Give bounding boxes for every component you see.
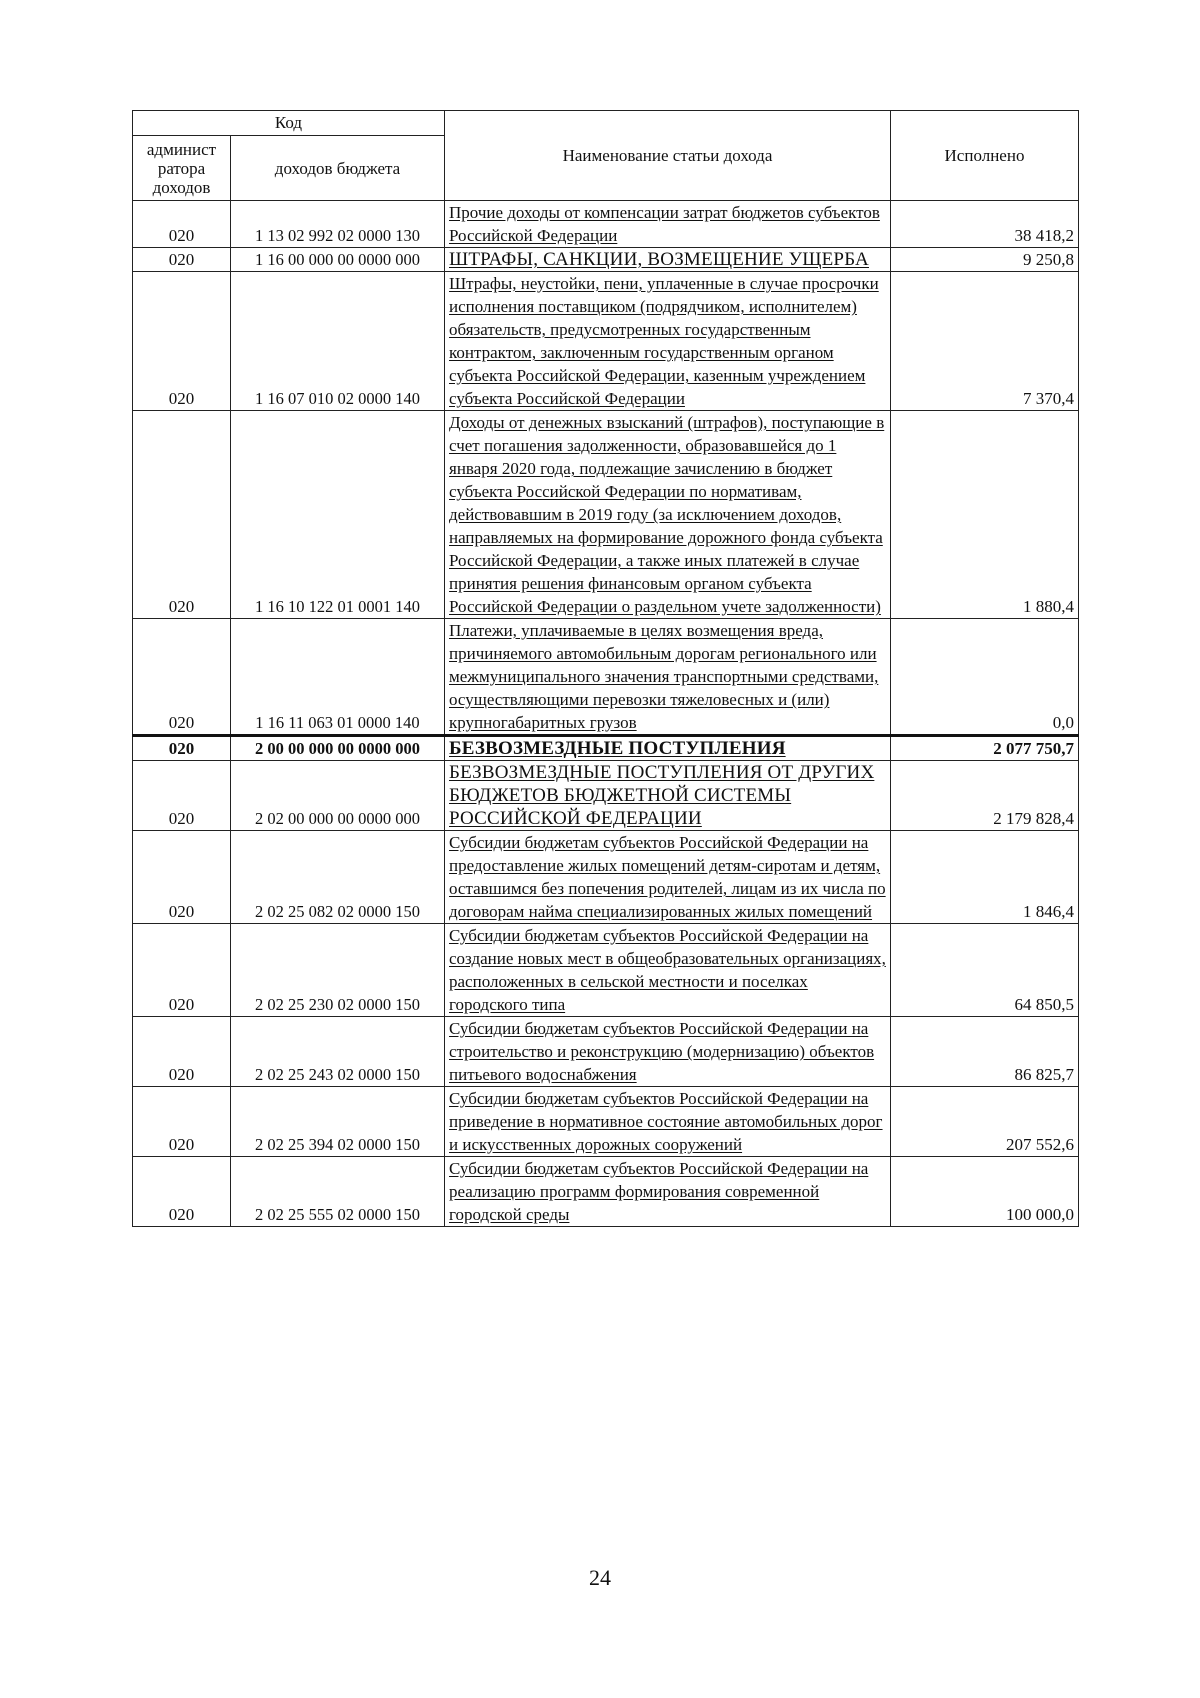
row-code: 2 02 00 000 00 0000 000 <box>231 761 445 831</box>
row-code: 2 02 25 243 02 0000 150 <box>231 1017 445 1087</box>
row-amount: 86 825,7 <box>891 1017 1079 1087</box>
row-name <box>445 1017 891 1087</box>
row-admin: 020 <box>133 411 231 619</box>
header-code-group: Код <box>133 111 445 136</box>
table-header <box>133 111 1079 201</box>
row-name <box>445 1087 891 1157</box>
row-name-text: Штрафы, неустойки, пени, уплаченные в случае просрочки исполнения поставщиком (подрядчиком, исполнителем) обязательств, предусмотренных государственным контрактом, заключенным государственным органом субъекта Российской Федерации, казенным учреждением субъекта Российской Федерации <box>449 274 879 408</box>
row-amount: 38 418,2 <box>891 201 1079 248</box>
table-row <box>133 1017 1079 1087</box>
row-name-text: Субсидии бюджетам субъектов Российской Федерации на строительство и реконструкцию (модернизацию) объектов питьевого водоснабжения <box>449 1019 875 1084</box>
row-name-text: ШТРАФЫ, САНКЦИИ, ВОЗМЕЩЕНИЕ УЩЕРБА <box>449 249 869 270</box>
row-name-text: Субсидии бюджетам субъектов Российской Федерации на предоставление жилых помещений детям-сиротам и детям, оставшимся без попечения родителей, лицам из их числа по договорам найма специализированных жилых помещений <box>449 833 886 921</box>
row-name <box>445 1157 891 1227</box>
row-amount: 64 850,5 <box>891 924 1079 1017</box>
row-name-text: Субсидии бюджетам субъектов Российской Федерации на создание новых мест в общеобразовательных организациях, расположенных в сельской местности и поселках городского типа <box>449 926 886 1014</box>
row-amount: 0,0 <box>891 619 1079 736</box>
row-admin: 020 <box>133 831 231 924</box>
row-amount: 9 250,8 <box>891 248 1079 272</box>
row-admin: 020 <box>133 736 231 761</box>
header-name: Наименование статьи дохода <box>445 111 891 201</box>
row-code: 2 02 25 082 02 0000 150 <box>231 831 445 924</box>
row-code: 2 00 00 000 00 0000 000 <box>231 736 445 761</box>
row-amount: 1 846,4 <box>891 831 1079 924</box>
row-name-text: Субсидии бюджетам субъектов Российской Федерации на приведение в нормативное состояние автомобильных дорог и искусственных дорожных сооружений <box>449 1089 883 1154</box>
row-admin: 020 <box>133 1017 231 1087</box>
table-row <box>133 619 1079 736</box>
table-row-total <box>133 736 1079 761</box>
row-amount: 7 370,4 <box>891 272 1079 411</box>
row-code: 1 16 07 010 02 0000 140 <box>231 272 445 411</box>
row-admin: 020 <box>133 1157 231 1227</box>
row-admin: 020 <box>133 761 231 831</box>
header-code: доходов бюджета <box>231 136 445 201</box>
row-code: 1 13 02 992 02 0000 130 <box>231 201 445 248</box>
row-name <box>445 272 891 411</box>
table-row <box>133 831 1079 924</box>
page-number: 24 <box>589 1565 611 1590</box>
row-name <box>445 736 891 761</box>
row-code: 1 16 00 000 00 0000 000 <box>231 248 445 272</box>
row-code: 2 02 25 394 02 0000 150 <box>231 1087 445 1157</box>
header-admin: админист ратора доходов <box>133 136 231 201</box>
table-row <box>133 201 1079 248</box>
table-row <box>133 761 1079 831</box>
row-name-text: Доходы от денежных взысканий (штрафов), поступающие в счет погашения задолженности, образовавшейся до 1 января 2020 года, подлежащие зачислению в бюджет субъекта Российской Федерации по нормативам, действовавшим в 2019 году (за исключением доходов, направляемых на формирование дорожного фонда субъекта Российской Федерации, а также иных платежей в случае принятия решения финансовым органом субъекта Российской Федерации о раздельном учете задолженности) <box>449 413 885 616</box>
row-amount: 2 179 828,4 <box>891 761 1079 831</box>
row-admin: 020 <box>133 248 231 272</box>
row-amount: 1 880,4 <box>891 411 1079 619</box>
table-row <box>133 1087 1079 1157</box>
income-table <box>132 110 1079 1227</box>
row-name-text: БЕЗВОЗМЕЗДНЫЕ ПОСТУПЛЕНИЯ ОТ ДРУГИХ БЮДЖЕТОВ БЮДЖЕТНОЙ СИСТЕМЫ РОССИЙСКОЙ ФЕДЕРАЦИИ <box>449 762 875 829</box>
row-name <box>445 248 891 272</box>
header-amount: Исполнено <box>891 111 1079 201</box>
row-name-text: Субсидии бюджетам субъектов Российской Федерации на реализацию программ формирования современной городской среды <box>449 1159 869 1224</box>
row-name <box>445 761 891 831</box>
table-row <box>133 1157 1079 1227</box>
row-name <box>445 924 891 1017</box>
row-name-text: Платежи, уплачиваемые в целях возмещения вреда, причиняемого автомобильным дорогам регионального или межмуниципального значения транспортными средствами, осуществляющими перевозки тяжеловесных и (или) крупногабаритных грузов <box>449 621 879 732</box>
row-admin: 020 <box>133 924 231 1017</box>
row-name-text: Прочие доходы от компенсации затрат бюджетов субъектов Российской Федерации <box>449 203 880 245</box>
row-amount: 207 552,6 <box>891 1087 1079 1157</box>
table-row <box>133 272 1079 411</box>
row-amount: 2 077 750,7 <box>891 736 1079 761</box>
row-code: 1 16 10 122 01 0001 140 <box>231 411 445 619</box>
row-code: 2 02 25 555 02 0000 150 <box>231 1157 445 1227</box>
table-row <box>133 411 1079 619</box>
row-name <box>445 411 891 619</box>
row-admin: 020 <box>133 201 231 248</box>
row-code: 1 16 11 063 01 0000 140 <box>231 619 445 736</box>
table-row <box>133 248 1079 272</box>
row-name <box>445 619 891 736</box>
table-row <box>133 924 1079 1017</box>
row-name <box>445 831 891 924</box>
row-admin: 020 <box>133 619 231 736</box>
row-name-text: БЕЗВОЗМЕЗДНЫЕ ПОСТУПЛЕНИЯ <box>449 738 786 759</box>
row-code: 2 02 25 230 02 0000 150 <box>231 924 445 1017</box>
row-name <box>445 201 891 248</box>
table-body <box>133 201 1079 1227</box>
row-admin: 020 <box>133 1087 231 1157</box>
row-amount: 100 000,0 <box>891 1157 1079 1227</box>
row-admin: 020 <box>133 272 231 411</box>
